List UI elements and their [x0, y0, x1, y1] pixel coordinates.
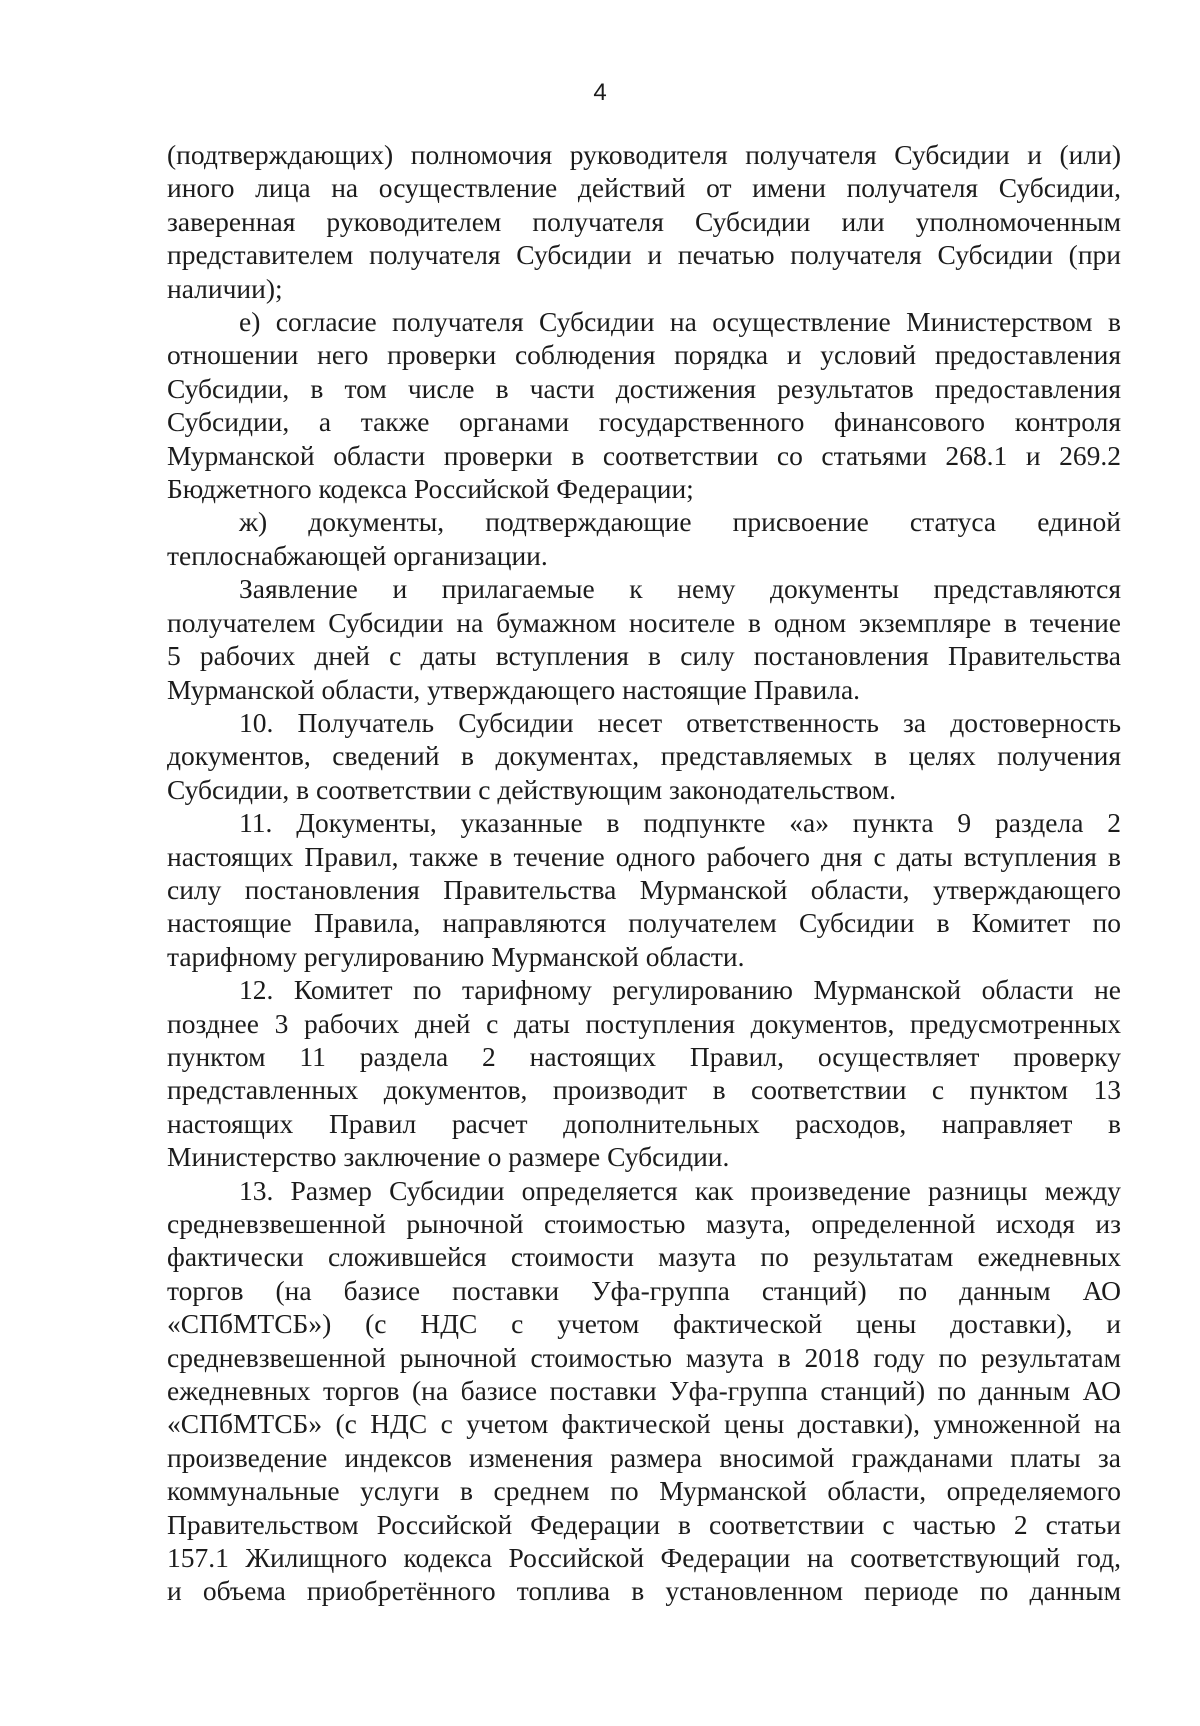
text-line: документов, сведений в документах, представляемых в целях получения — [167, 740, 1121, 772]
document-body — [167, 138, 1121, 1608]
text-line: Субсидии, в соответствии с действующим законодательством. — [167, 773, 896, 805]
text-line: торгов (на базисе поставки Уфа-группа станций) по данным АО — [167, 1274, 1121, 1306]
text-line: «СПбМТСБ» (с НДС с учетом фактической цены доставки), умноженной на — [167, 1408, 1121, 1440]
text-line: настоящие Правила, направляются получателем Субсидии в Комитет по — [167, 907, 1121, 939]
text-line: настоящих Правил расчет дополнительных расходов, направляет в — [167, 1107, 1121, 1139]
text-line: Заявление и прилагаемые к нему документы представляются — [239, 573, 1121, 605]
text-line: тарифному регулированию Мурманской области. — [167, 940, 745, 972]
text-line: Бюджетного кодекса Российской Федерации; — [167, 473, 694, 505]
text-line: позднее 3 рабочих дней с даты поступления документов, предусмотренных — [167, 1007, 1121, 1039]
text-line: средневзвешенной рыночной стоимостью мазута, определенной исходя из — [167, 1208, 1121, 1239]
text-line: Субсидии, в том числе в части достижения результатов предоставления — [167, 372, 1121, 404]
text-line: пунктом 11 раздела 2 настоящих Правил, осуществляет проверку — [167, 1040, 1121, 1072]
text-line: (подтверждающих) полномочия руководителя получателя Субсидии и (или) — [167, 139, 1121, 170]
text-line: 13. Размер Субсидии определяется как произведение разницы между — [239, 1174, 1121, 1206]
text-line: Субсидии, а также органами государственного финансового контроля — [167, 406, 1121, 438]
text-line: 5 рабочих дней с даты вступления в силу постановления Правительства — [167, 640, 1121, 672]
text-line: коммунальные услуги в среднем по Мурманской области, определяемого — [167, 1475, 1121, 1507]
text-line: 10. Получатель Субсидии несет ответственность за достоверность — [239, 706, 1121, 738]
text-line: настоящих Правил, также в течение одного рабочего дня с даты вступления в — [167, 840, 1121, 872]
text-line: представителем получателя Субсидии и печатью получателя Субсидии (при — [167, 239, 1121, 271]
text-line: силу постановления Правительства Мурманской области, утверждающего — [167, 873, 1121, 905]
text-line: Министерство заключение о размере Субсидии. — [167, 1141, 730, 1173]
text-line: представленных документов, производит в соответствии с пунктом 13 — [167, 1074, 1121, 1106]
text-line: ежедневных торгов (на базисе поставки Уфа-группа станций) по данным АО — [167, 1375, 1121, 1407]
text-line: и объема приобретённого топлива в установленном периоде по данным — [167, 1575, 1121, 1607]
text-line: ж) документы, подтверждающие присвоение статуса единой — [239, 506, 1121, 538]
text-line: е) согласие получателя Субсидии на осуществление Министерством в — [239, 306, 1121, 338]
text-line: Правительством Российской Федерации в соответствии с частью 2 статьи — [167, 1508, 1121, 1540]
text-line: теплоснабжающей организации. — [167, 539, 548, 571]
page-number: 4 — [593, 79, 607, 106]
text-line: 11. Документы, указанные в подпункте «а» пункта 9 раздела 2 — [239, 807, 1121, 839]
text-line: получателем Субсидии на бумажном носителе в одном экземпляре в течение — [167, 606, 1121, 638]
text-line: средневзвешенной рыночной стоимостью мазута в 2018 году по результатам — [167, 1341, 1121, 1373]
text-line: фактически сложившейся стоимости мазута по результатам ежедневных — [167, 1241, 1121, 1273]
text-line: отношении него проверки соблюдения порядка и условий предоставления — [167, 339, 1121, 371]
text-line: 12. Комитет по тарифному регулированию Мурманской области не — [239, 974, 1121, 1006]
text-line: Мурманской области проверки в соответствии со статьями 268.1 и 269.2 — [167, 439, 1121, 471]
text-line: иного лица на осуществление действий от имени получателя Субсидии, — [167, 172, 1121, 204]
text-line: Мурманской области, утверждающего настоящие Правила. — [167, 673, 861, 705]
text-line: «СПбМТСБ») (с НДС с учетом фактической цены доставки), и — [167, 1308, 1121, 1340]
text-line: произведение индексов изменения размера вносимой гражданами платы за — [167, 1441, 1121, 1473]
text-line: наличии); — [167, 272, 283, 304]
text-line: заверенная руководителем получателя Субсидии или уполномоченным — [167, 205, 1121, 237]
text-line: 157.1 Жилищного кодекса Российской Федерации на соответствующий год, — [167, 1542, 1121, 1574]
